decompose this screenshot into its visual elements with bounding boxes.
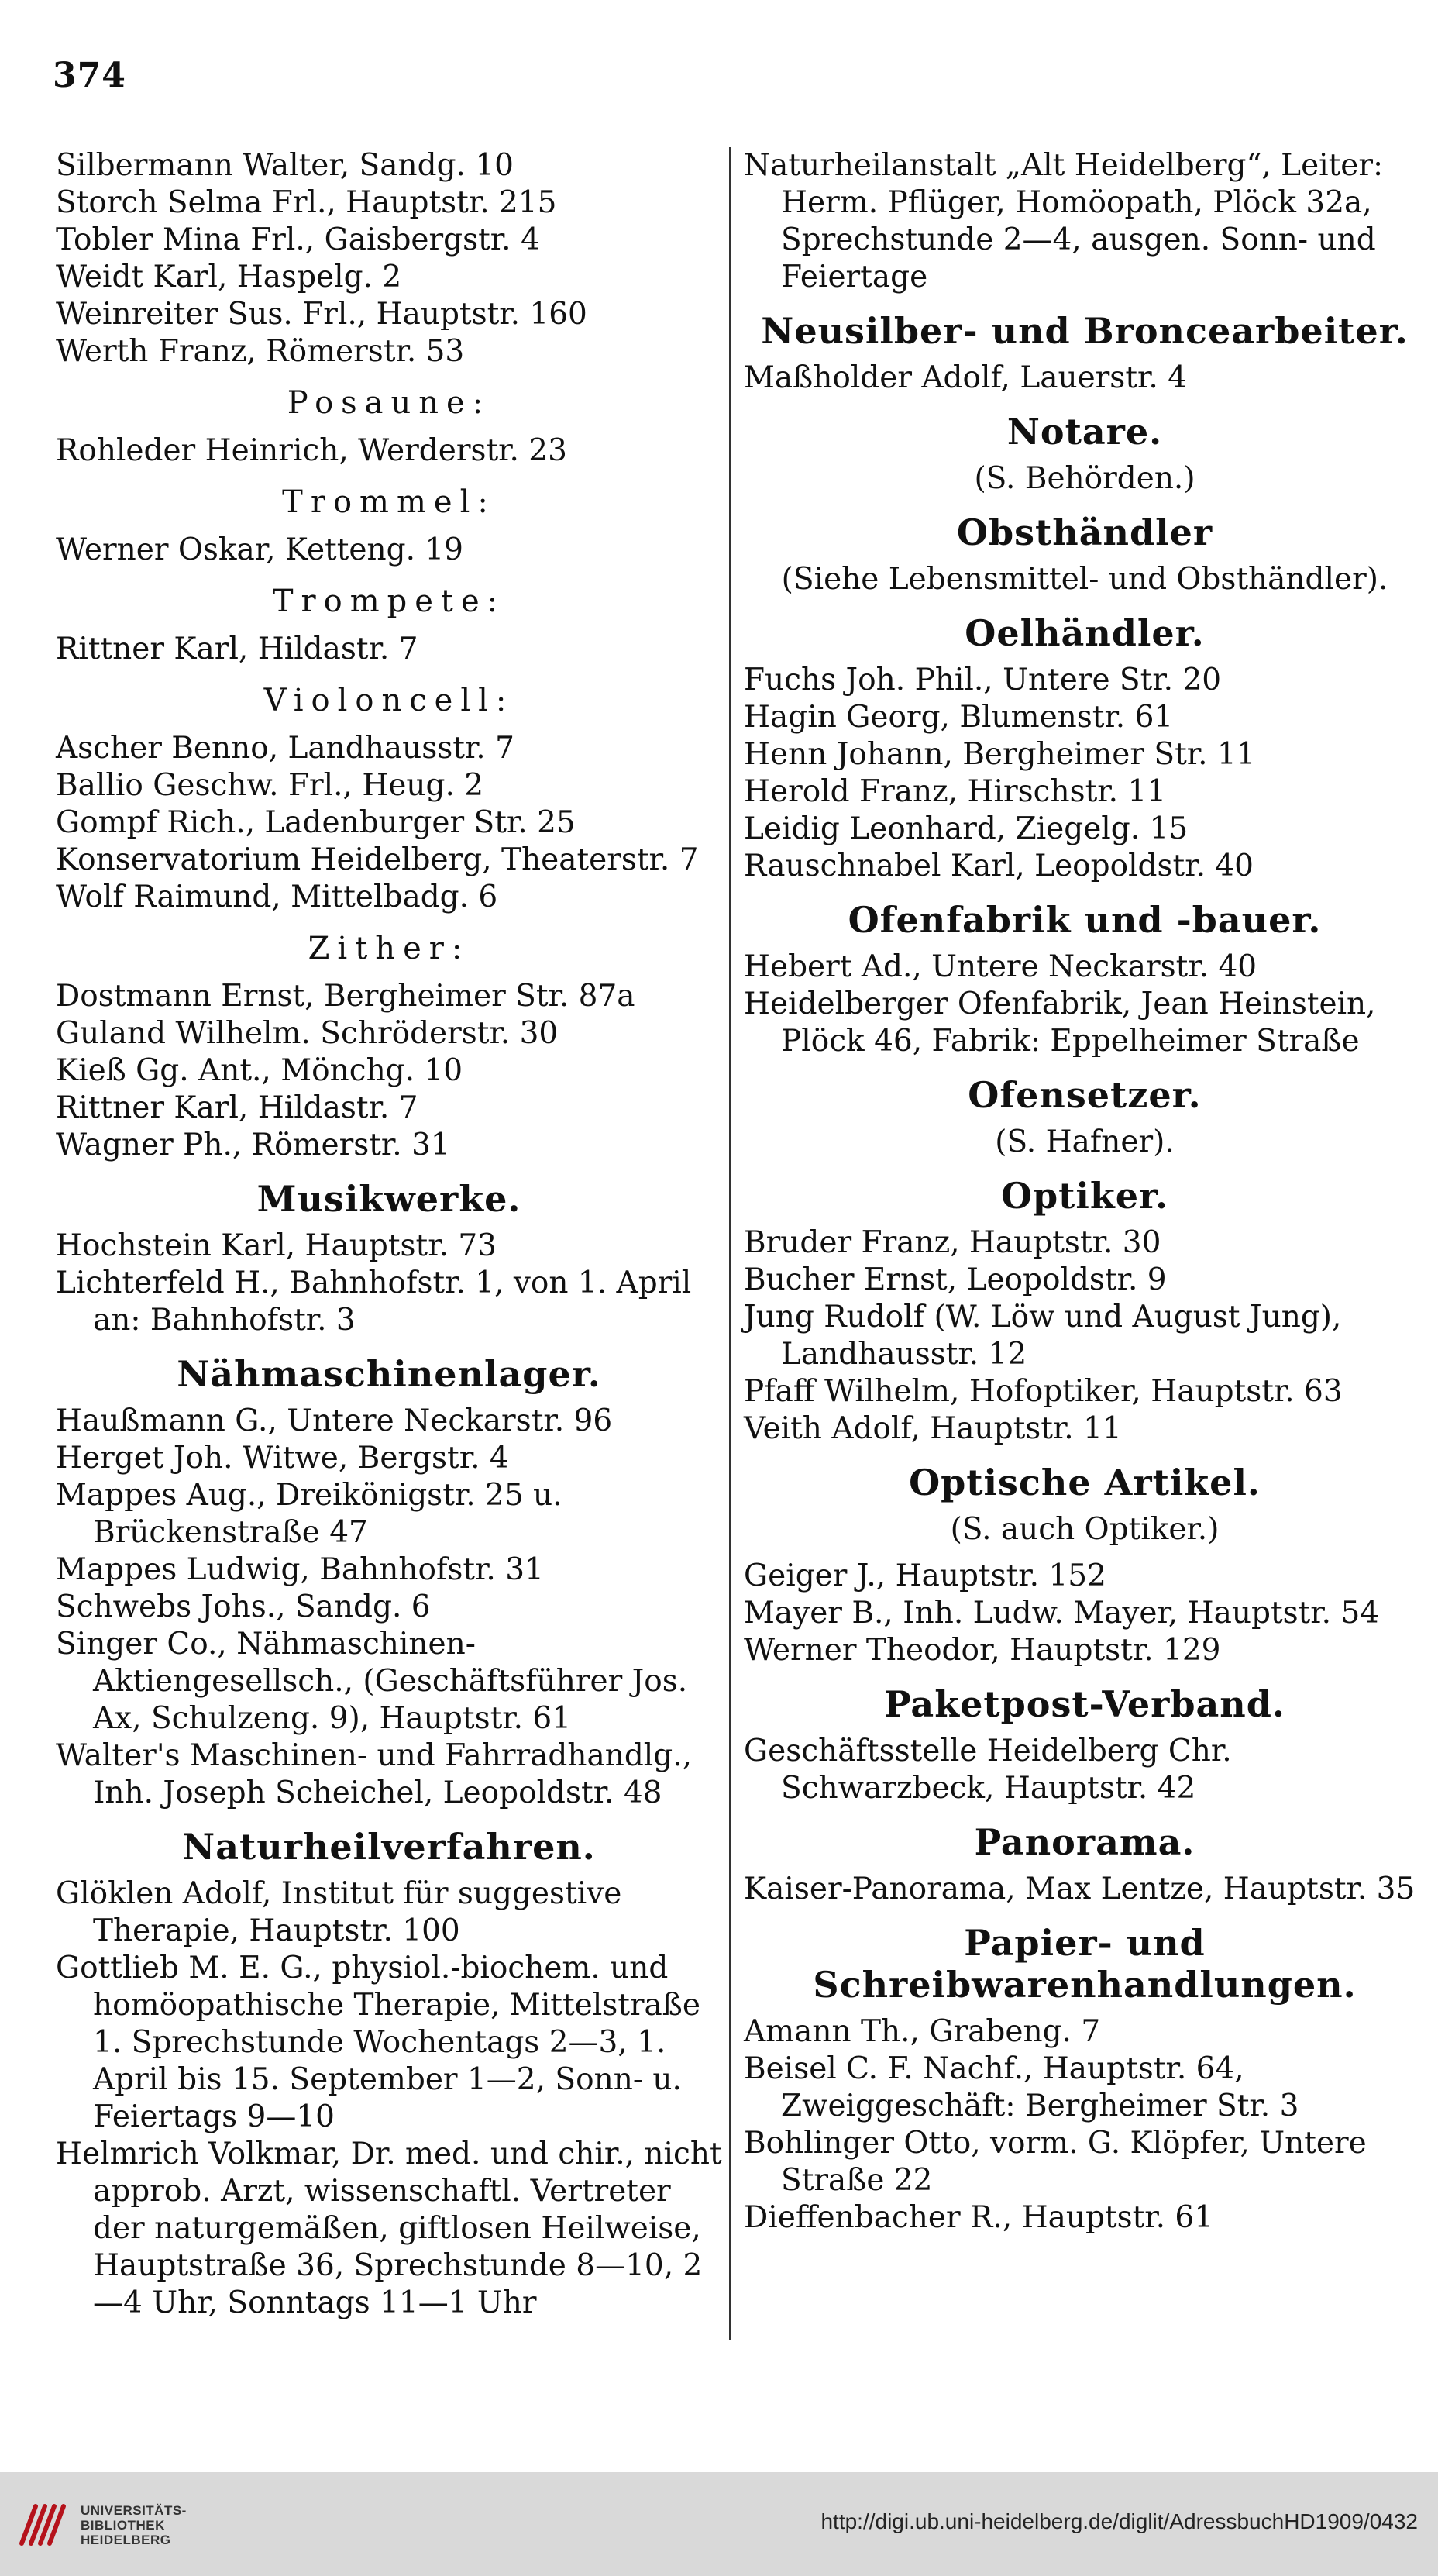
- directory-entry: Bohlinger Otto, vorm. G. Klöpfer, Untere Straße 22: [744, 2126, 1367, 2198]
- directory-entry: Pfaff Wilhelm, Hofoptiker, Hauptstr. 63: [744, 1374, 1343, 1409]
- directory-entry: Veith Adolf, Hauptstr. 11: [744, 1411, 1122, 1446]
- footer-bar: [0, 2472, 1438, 2576]
- directory-entry: Fuchs Joh. Phil., Untere Str. 20: [744, 663, 1222, 697]
- section-heading: Optiker.: [1000, 1175, 1169, 1217]
- directory-entry: Kieß Gg. Ant., Mönchg. 10: [56, 1053, 463, 1088]
- logo-line-3: HEIDELBERG: [81, 2533, 171, 2547]
- directory-entry: Rohleder Heinrich, Werderstr. 23: [56, 433, 567, 468]
- instrument-subheading: Zither:: [308, 931, 470, 966]
- directory-entry: Silbermann Walter, Sandg. 10: [56, 148, 514, 183]
- section-heading: Neusilber- und Broncearbeiter.: [761, 310, 1409, 352]
- directory-entry: Geschäftsstelle Heidelberg Chr. Schwarzbeck, Hauptstr. 42: [744, 1734, 1232, 1806]
- directory-entry: Walter's Maschinen- und Fahrradhandlg., Inh. Joseph Scheichel, Leopoldstr. 48: [56, 1738, 693, 1810]
- section-heading: Notare.: [1006, 411, 1163, 453]
- directory-entry: Hebert Ad., Untere Neckarstr. 40: [744, 949, 1257, 984]
- section-heading: Ofenfabrik und -bauer.: [848, 899, 1322, 941]
- library-logo-text: [81, 2503, 187, 2547]
- directory-entry: Bruder Franz, Hauptstr. 30: [744, 1225, 1161, 1260]
- instrument-subheading: Trommel:: [282, 484, 496, 520]
- directory-entry: Werner Theodor, Hauptstr. 129: [744, 1633, 1221, 1668]
- cross-reference-note: (S. Hafner).: [995, 1124, 1175, 1159]
- directory-entry: Hochstein Karl, Hauptstr. 73: [56, 1228, 497, 1263]
- directory-entry: Dieffenbacher R., Hauptstr. 61: [744, 2200, 1214, 2235]
- directory-entry: Schwebs Johs., Sandg. 6: [56, 1589, 431, 1624]
- directory-entry: Ballio Geschw. Frl., Heug. 2: [56, 768, 484, 803]
- directory-entry: Henn Johann, Bergheimer Str. 11: [744, 737, 1256, 772]
- cross-reference-note: (S. Behörden.): [974, 461, 1195, 496]
- left-column: [56, 147, 722, 2322]
- directory-entry: Mayer B., Inh. Ludw. Mayer, Hauptstr. 54: [744, 1596, 1380, 1631]
- directory-entry: Helmrich Volkmar, Dr. med. und chir., nicht approb. Arzt, wissenschaftl. Vertreter der naturgemäßen, giftlosen Heilweise, Hauptstraße 36, Sprechstunde 8—10, 2—4 Uhr, Sonntags 11—1 Uhr: [56, 2137, 722, 2320]
- section-heading: Optische Artikel.: [909, 1462, 1261, 1503]
- directory-entry: Geiger J., Hauptstr. 152: [744, 1558, 1106, 1593]
- logo-line-1: UNIVERSITÄTS-: [81, 2503, 187, 2518]
- directory-entry: Amann Th., Grabeng. 7: [744, 2014, 1101, 2049]
- section-heading: Naturheilverfahren.: [182, 1826, 596, 1868]
- directory-entry: Rauschnabel Karl, Leopoldstr. 40: [744, 849, 1254, 883]
- directory-entry: Rittner Karl, Hildastr. 7: [56, 1090, 418, 1125]
- instrument-subheading: Posaune:: [287, 385, 491, 421]
- directory-entry: Herget Joh. Witwe, Bergstr. 4: [56, 1441, 509, 1476]
- directory-entry: Ascher Benno, Landhausstr. 7: [56, 731, 514, 766]
- page-number: 374: [53, 56, 126, 95]
- directory-entry: Haußmann G., Untere Neckarstr. 96: [56, 1403, 613, 1438]
- directory-entry: Werth Franz, Römerstr. 53: [56, 334, 465, 369]
- cross-reference-note: (S. auch Optiker.): [950, 1512, 1220, 1547]
- directory-entry: Rittner Karl, Hildastr. 7: [56, 632, 418, 666]
- directory-entry: Guland Wilhelm. Schröderstr. 30: [56, 1016, 559, 1051]
- directory-entry: Gottlieb M. E. G., physiol.-biochem. und homöopathische Therapie, Mittelstraße 1. Sprechstunde Wochentags 2—3, 1. April bis 15. September 1—2, Sonn- u. Feiertags 9—10: [56, 1951, 700, 2134]
- directory-entry: Leidig Leonhard, Ziegelg. 15: [744, 811, 1189, 846]
- directory-entry: Maßholder Adolf, Lauerstr. 4: [744, 360, 1187, 395]
- directory-entry: Mappes Aug., Dreikönigstr. 25 u. Brückenstraße 47: [56, 1478, 562, 1550]
- logo-line-2: BIBLIOTHEK: [81, 2518, 165, 2533]
- column-divider: [729, 147, 731, 2340]
- right-column: [744, 147, 1426, 2237]
- directory-entry: Werner Oskar, Ketteng. 19: [56, 532, 463, 567]
- directory-entry: Jung Rudolf (W. Löw und August Jung), Landhausstr. 12: [744, 1300, 1342, 1372]
- directory-entry: Naturheilanstalt „Alt Heidelberg“, Leiter: Herm. Pflüger, Homöopath, Plöck 32a, Sprechstunde 2—4, ausgen. Sonn- und Feiertage: [744, 148, 1384, 294]
- directory-entry: Singer Co., Nähmaschinen-Aktiengesellsch., (Geschäftsführer Jos. Ax, Schulzeng. 9), Hauptstr. 61: [56, 1627, 688, 1736]
- directory-entry: Tobler Mina Frl., Gaisbergstr. 4: [56, 222, 540, 257]
- directory-entry: Dostmann Ernst, Bergheimer Str. 87a: [56, 979, 635, 1014]
- directory-entry: Hagin Georg, Blumenstr. 61: [744, 700, 1174, 735]
- directory-entry: Mappes Ludwig, Bahnhofstr. 31: [56, 1552, 544, 1587]
- directory-entry: Weidt Karl, Haspelg. 2: [56, 260, 402, 294]
- section-heading: Obsthändler: [956, 511, 1213, 553]
- library-logo-icon: [17, 2499, 70, 2551]
- source-url-link[interactable]: http://digi.ub.uni-heidelberg.de/diglit/AdressbuchHD1909/0432: [820, 2509, 1418, 2533]
- section-heading: Papier- und Schreibwarenhandlungen.: [813, 1922, 1357, 2006]
- directory-entry: Storch Selma Frl., Hauptstr. 215: [56, 185, 557, 220]
- directory-entry: Kaiser-Panorama, Max Lentze, Hauptstr. 35: [744, 1872, 1416, 1906]
- directory-entry: Herold Franz, Hirschstr. 11: [744, 774, 1167, 809]
- section-heading: Nähmaschinenlager.: [177, 1353, 601, 1395]
- directory-entry: Gompf Rich., Ladenburger Str. 25: [56, 805, 576, 840]
- directory-entry: Wagner Ph., Römerstr. 31: [56, 1128, 450, 1162]
- directory-entry: Bucher Ernst, Leopoldstr. 9: [744, 1262, 1167, 1297]
- directory-entry: Weinreiter Sus. Frl., Hauptstr. 160: [56, 297, 587, 332]
- section-heading: Ofensetzer.: [968, 1074, 1202, 1116]
- cross-reference-note: (Siehe Lebensmittel- und Obsthändler).: [781, 562, 1388, 597]
- directory-entry: Lichterfeld H., Bahnhofstr. 1, von 1. April an: Bahnhofstr. 3: [56, 1266, 692, 1338]
- instrument-subheading: Violoncell:: [263, 683, 514, 718]
- section-heading: Oelhändler.: [965, 612, 1205, 654]
- section-heading: Panorama.: [974, 1821, 1195, 1863]
- section-heading: Paketpost-Verband.: [884, 1683, 1285, 1725]
- section-heading: Musikwerke.: [256, 1178, 521, 1220]
- directory-entry: Beisel C. F. Nachf., Hauptstr. 64, Zweiggeschäft: Bergheimer Str. 3: [744, 2051, 1299, 2123]
- instrument-subheading: Trompete:: [272, 584, 506, 619]
- directory-entry: Glöklen Adolf, Institut für suggestive Therapie, Hauptstr. 100: [56, 1876, 622, 1948]
- directory-entry: Wolf Raimund, Mittelbadg. 6: [56, 880, 498, 914]
- directory-entry: Konservatorium Heidelberg, Theaterstr. 7: [56, 842, 699, 877]
- directory-entry: Heidelberger Ofenfabrik, Jean Heinstein, Plöck 46, Fabrik: Eppelheimer Straße: [744, 987, 1376, 1059]
